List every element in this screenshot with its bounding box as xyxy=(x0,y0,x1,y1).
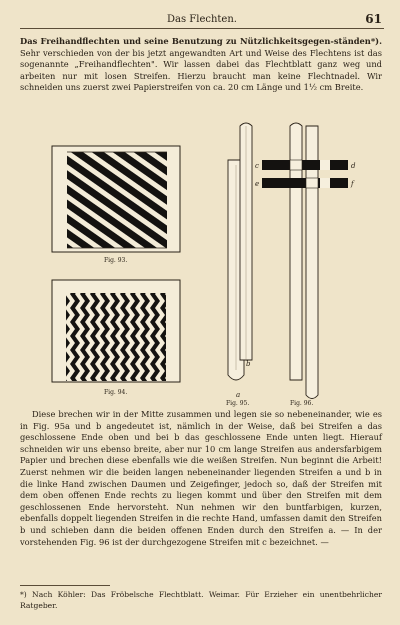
fig-96 xyxy=(255,123,356,407)
fig-93 xyxy=(52,146,180,264)
chapter-title: Das Flechten. xyxy=(167,14,237,25)
intro-text: Sehr verschieden von der bis jetzt angewandten Art und Weise des Flechtens ist das sogenannte „Freihandflechten". Wir lassen dabei das Flechtblatt ganz weg und arbeiten nur mit losen Streifen. Hierzu braucht man keine Flechtnadel. Wir schneiden uns zuerst zwei Papierstreifen von ca. 20 cm Länge und 1½ cm Breite. xyxy=(20,47,382,93)
fig-93-caption: Fig. 93. xyxy=(104,257,128,264)
fig-96-caption: Fig. 96. xyxy=(290,400,314,407)
fig-94-caption: Fig. 94. xyxy=(104,389,128,396)
body-paragraph: Diese brechen wir in der Mitte zusammen und legen sie so nebeneinander, wie es in Fig. 95a und b angedeutet ist, nämlich in der Weise, daß bei Streifen a das geschlossene Ende oben und bei b das geschlossene Ende unten liegt. Hierauf schneiden wir uns ebenso breite, aber nur 10 cm lange Streifen aus andersfarbigem Papier und brechen diese ebenfalls wie die weißen Streifen. Nun beginnt die Arbeit! Zuerst nehmen wir die beiden langen nebeneinander liegenden Streifen a und b in die linke Hand zwischen Daumen und Zeigefinger, jedoch so, daß der Streifen mit dem oben offenen Ende rechts zu liegen kommt und über den Streifen mit dem geschlossenen Ende hervorsteht. Nun nehmen wir den buntfarbigen, kurzen, ebenfalls doppelt liegenden Streifen in die rechte Hand, umfassen damit den Streifen b und schieben dann die beiden offenen Enden durch den Streifen a. — In der vorstehenden Fig. 96 ist der durchgezogene Streifen mit c bezeichnet. — xyxy=(20,409,382,547)
section-heading: Das Freihandflechten und seine Benutzung zu Nützlichkeitsgegen-ständen*). xyxy=(20,36,382,46)
fig-94 xyxy=(52,280,180,396)
fig-95-caption: Fig. 95. xyxy=(226,400,250,407)
fig-95 xyxy=(226,123,252,407)
label-c: c xyxy=(255,162,259,170)
label-d: d xyxy=(351,162,356,170)
label-e: e xyxy=(255,180,260,188)
label-f: f xyxy=(351,180,354,188)
label-b-fig95: b xyxy=(246,360,251,368)
page-number: 61 xyxy=(365,12,382,26)
footnote: *) Nach Köhler: Das Fröbelsche Flechtblatt. Weimar. Für Erzieher ein unentbehrlicher Ratgeber. xyxy=(20,590,382,610)
label-a-fig95: a xyxy=(236,391,241,399)
footnote-divider xyxy=(20,585,110,586)
